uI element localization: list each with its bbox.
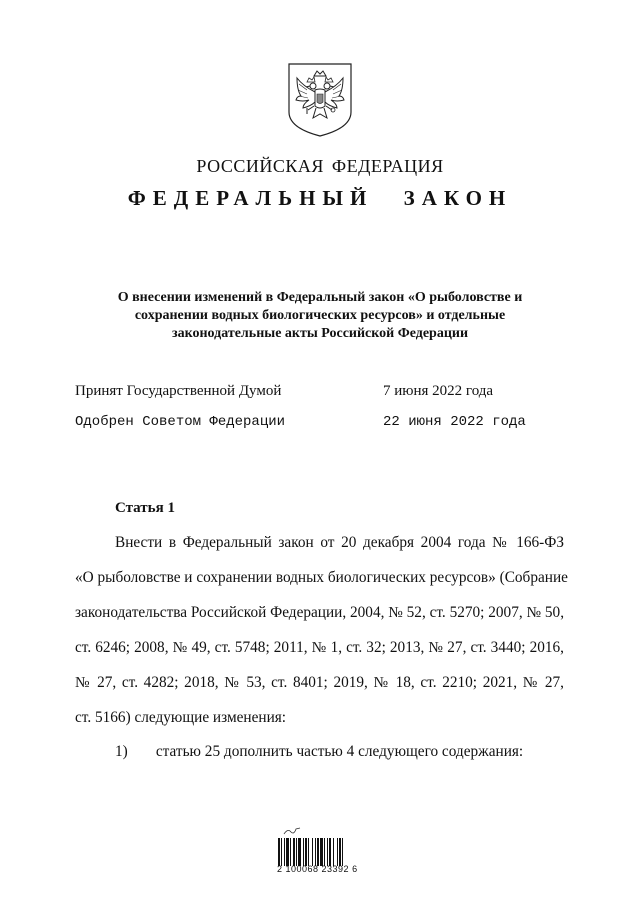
article-title: Статья 1 [115, 500, 175, 516]
subject-line: законодательные акты Российской Федерации [171, 326, 469, 341]
barcode-number: 2 100068 23392 6 [277, 864, 358, 874]
law-subject [60, 289, 580, 343]
subject-line: сохранении водных биологических ресурсов» и отдельные [134, 308, 506, 323]
article-text-line: № 27, ст. 4282; 2018, № 53, ст. 8401; 2019, № 18, ст. 2210; 2021, № 27, [75, 674, 564, 691]
article-text-line: «О рыболовстве и сохранении водных биологических ресурсов» (Собрание [75, 569, 568, 586]
article-text-line: Внести в Федеральный закон от 20 декабря 2004 года № 166-ФЗ [115, 534, 564, 551]
duma-adoption-date: 7 июня 2022 года [383, 383, 494, 399]
duma-adoption-row [75, 383, 494, 400]
council-approval-row [75, 414, 526, 430]
barcode-icon [278, 838, 364, 866]
amendment-item [115, 743, 523, 761]
law-type-title: ФЕДЕРАЛЬНЫЙ ЗАКОН [127, 186, 513, 210]
subject-line: О внесении изменений в Федеральный закон «О рыболовстве и [117, 290, 523, 305]
duma-adoption-label: Принят Государственной Думой [75, 383, 282, 399]
signature-mark-icon [282, 826, 302, 836]
article-text-line: ст. 5166) следующие изменения: [75, 709, 287, 726]
article-text-line: законодательства Российской Федерации, 2004, № 52, ст. 5270; 2007, № 50, [75, 604, 565, 621]
country-name: РОССИЙСКАЯ ФЕДЕРАЦИЯ [196, 156, 444, 176]
item-text: статью 25 дополнить частью 4 следующего содержания: [155, 743, 524, 760]
council-approval-date: 22 июня 2022 года [383, 414, 526, 430]
article-text-line: ст. 6246; 2008, № 49, ст. 5748; 2011, № 1, ст. 32; 2013, № 27, ст. 3440; 2016, [75, 639, 564, 656]
item-number: 1) [115, 743, 128, 760]
coat-of-arms-icon [287, 62, 353, 138]
council-approval-label: Одобрен Советом Федерации [75, 414, 286, 430]
